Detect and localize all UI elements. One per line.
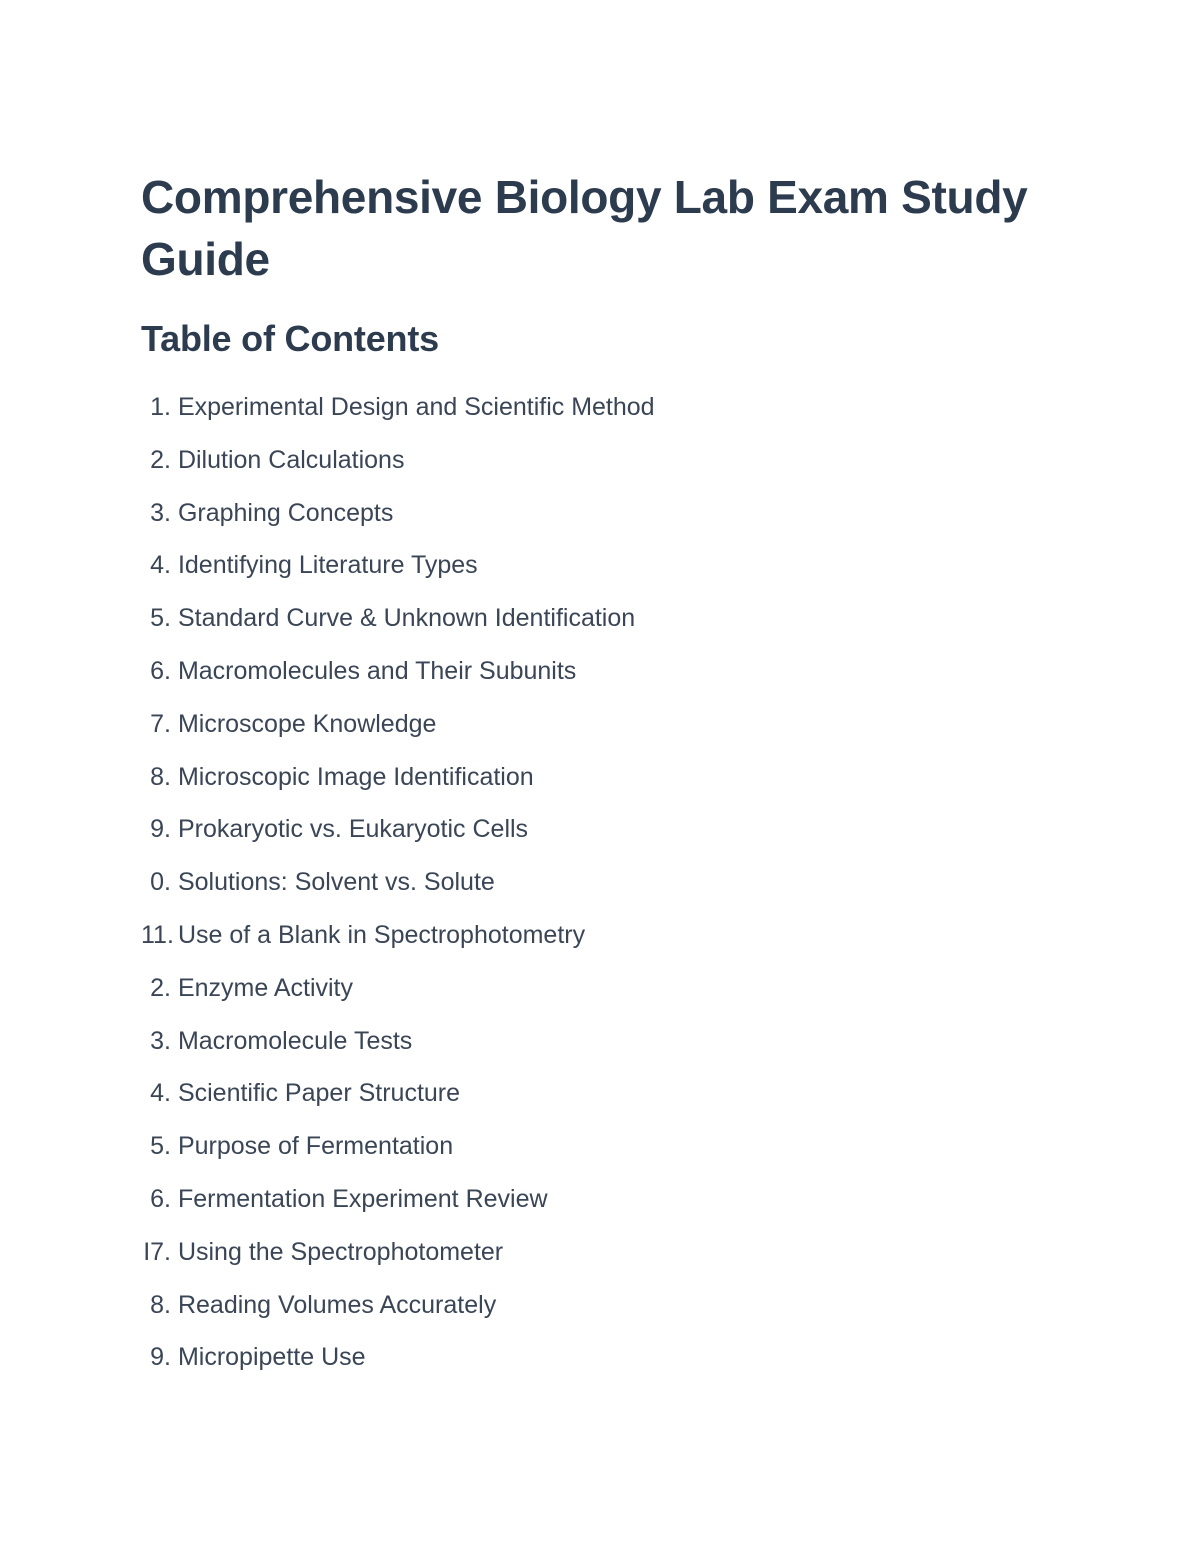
toc-item-label: Microscope Knowledge <box>177 709 437 738</box>
toc-item-label: Purpose of Fermentation <box>177 1132 454 1161</box>
toc-item <box>141 651 941 704</box>
toc-item-label: Enzyme Activity <box>177 973 354 1002</box>
toc-item <box>141 545 941 598</box>
toc-item-number: 3. <box>150 1026 171 1055</box>
toc-item-number: 2. <box>150 445 171 474</box>
toc-item-label: Fermentation Experiment Review <box>177 1184 548 1213</box>
toc-heading: Table of Contents <box>141 318 439 359</box>
toc-item-number: 5. <box>150 604 171 633</box>
toc-item-number: 8. <box>150 762 171 791</box>
toc-item <box>141 915 941 968</box>
toc-item <box>141 862 941 915</box>
toc-item-label: Prokaryotic vs. Eukaryotic Cells <box>177 815 529 844</box>
toc-item-number: 7. <box>150 709 171 738</box>
toc-item-label: Scientific Paper Structure <box>177 1079 461 1108</box>
toc-item-number: 8. <box>150 1290 171 1319</box>
toc-item-label: Graphing Concepts <box>177 498 394 527</box>
toc-item-number: 9. <box>150 815 171 844</box>
toc-item-label: Using the Spectrophotometer <box>177 1237 504 1266</box>
toc-item <box>141 1126 941 1179</box>
toc-item <box>141 1073 941 1126</box>
toc-item <box>141 704 941 757</box>
toc-item-number: 11. <box>141 920 174 949</box>
toc-item-label: Use of a Blank in Spectrophotometry <box>177 920 586 949</box>
toc-item-number: 1. <box>150 393 171 421</box>
toc-item-label: Macromolecules and Their Subunits <box>177 656 577 685</box>
toc-item-label: Experimental Design and Scientific Method <box>177 393 655 421</box>
toc-item-number: 3. <box>150 498 171 527</box>
toc-item-number: 6. <box>150 1184 171 1213</box>
toc-item-number: 5. <box>150 1132 171 1161</box>
toc-item-label: Standard Curve & Unknown Identification <box>177 604 636 633</box>
toc-item <box>141 757 941 810</box>
toc-item <box>141 1232 941 1285</box>
toc-item-label: Reading Volumes Accurately <box>177 1290 497 1319</box>
toc-item-number: 0. <box>150 868 171 897</box>
toc-item-label: Dilution Calculations <box>177 445 405 474</box>
toc-item <box>141 809 941 862</box>
toc-item <box>141 1285 941 1338</box>
document-title: Comprehensive Biology Lab Exam Study Guide <box>141 171 1028 285</box>
toc-item <box>141 493 941 546</box>
toc-item <box>141 598 941 651</box>
toc-item-label: Microscopic Image Identification <box>177 762 534 791</box>
toc-item-label: Identifying Literature Types <box>177 551 478 580</box>
toc-item <box>141 968 941 1021</box>
toc-item <box>141 1337 941 1390</box>
toc-item-number: 9. <box>150 1343 171 1372</box>
toc-item-label: Macromolecule Tests <box>177 1026 413 1055</box>
toc-item-number: 4. <box>150 1079 171 1108</box>
toc-item-number: I7. <box>143 1237 171 1266</box>
toc-item-label: Solutions: Solvent vs. Solute <box>177 868 495 897</box>
toc-item-label: Micropipette Use <box>177 1343 366 1372</box>
toc-item-number: 4. <box>150 551 171 580</box>
toc-item <box>141 1179 941 1232</box>
toc-item-number: 6. <box>150 656 171 685</box>
toc-item <box>141 1021 941 1074</box>
toc-item-number: 2. <box>150 973 171 1002</box>
table-of-contents <box>141 387 941 1390</box>
toc-item <box>141 440 941 493</box>
toc-item <box>141 387 941 440</box>
